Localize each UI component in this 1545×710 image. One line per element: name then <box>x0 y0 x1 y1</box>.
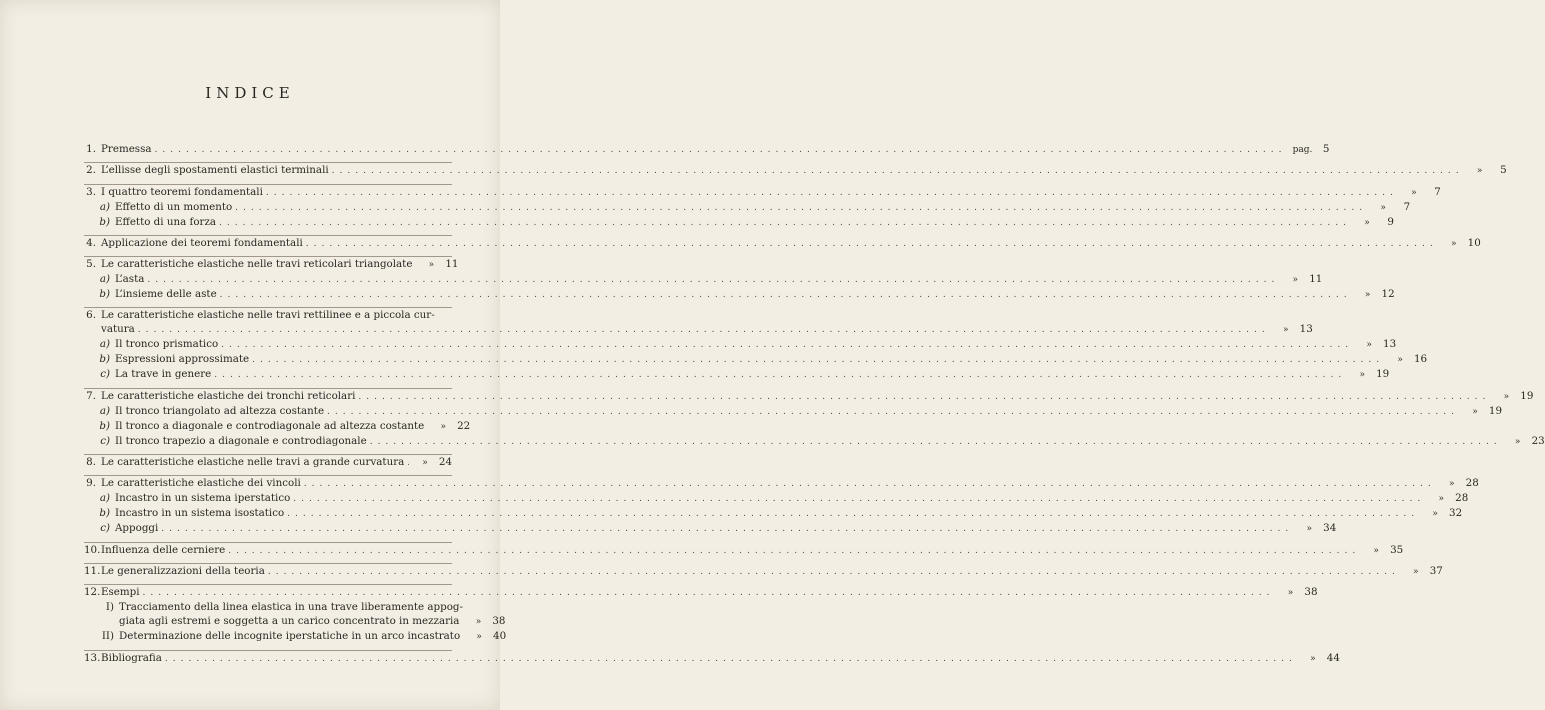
toc-entry-row[interactable] <box>84 257 459 272</box>
page-prefix: » <box>1503 391 1510 402</box>
subentry-title: Il tronco a diagonale e controdiagonale ad altezza costante <box>115 419 425 432</box>
page-number: 13 <box>1383 338 1397 351</box>
page-prefix: » <box>1373 545 1379 556</box>
page-title: INDICE <box>205 84 295 102</box>
entry-number: 4. <box>86 236 96 249</box>
toc-section <box>84 256 1395 302</box>
entry-title-text: Le caratteristiche elastiche dei vincoli <box>101 477 301 490</box>
page-number: 11 <box>445 258 459 271</box>
toc-section <box>84 584 1318 644</box>
toc-subentry-row[interactable] <box>84 434 1545 449</box>
page-number: 19 <box>1376 368 1390 381</box>
page-number: 5 <box>1500 164 1507 177</box>
subentry-roman: II) <box>101 630 114 643</box>
toc-section <box>84 542 1404 558</box>
toc-entry-row[interactable] <box>84 476 1479 491</box>
entry-title-text: Premessa <box>101 143 152 155</box>
entry-title-text: L’ellisse degli spostamenti elastici terminali <box>101 164 329 177</box>
subentry-letter: a) <box>99 273 110 286</box>
page-number: 5 <box>1322 143 1330 155</box>
leader-dots <box>165 652 1297 666</box>
page-prefix: » <box>1514 436 1521 447</box>
leader-dots <box>358 390 1490 404</box>
page-number: 7 <box>1403 200 1411 213</box>
page-prefix: » <box>1380 202 1386 213</box>
entry-title <box>101 585 140 599</box>
toc-subentry-row[interactable] <box>84 215 1394 230</box>
leader-dots <box>161 522 1293 536</box>
page-prefix: » <box>475 617 482 628</box>
entry-title <box>101 142 152 156</box>
page-prefix: » <box>428 260 435 271</box>
leader-dots <box>327 405 1459 419</box>
leader-dots <box>252 353 1384 367</box>
toc-entry-row[interactable] <box>84 585 1318 600</box>
entry-number: 1. <box>86 143 96 155</box>
toc-entry-row[interactable] <box>84 455 452 470</box>
subentry-title: L’insieme delle aste <box>115 288 217 301</box>
toc-section <box>84 235 1481 251</box>
leader-dots <box>306 237 1438 251</box>
leader-dots <box>143 586 1275 600</box>
leader-dots <box>268 565 1400 579</box>
entry-title <box>101 543 225 557</box>
subentry-letter: c) <box>100 368 110 381</box>
entry-number: 6. <box>86 309 96 322</box>
subentry-letter: c) <box>100 522 110 535</box>
page-prefix: » <box>1366 340 1372 351</box>
toc-section <box>84 307 1428 382</box>
page-prefix: » <box>1413 566 1419 577</box>
toc-section <box>84 388 1545 449</box>
toc-subentry-row[interactable] <box>84 352 1428 367</box>
page-prefix: » <box>1411 187 1417 198</box>
page-number: 35 <box>1390 543 1404 556</box>
subentry-title: Incastro in un sistema isostatico <box>115 507 285 520</box>
leader-dots <box>155 143 1287 157</box>
page-number: 38 <box>1304 586 1318 599</box>
leader-dots <box>138 323 1270 337</box>
entry-number: 5. <box>86 258 96 271</box>
page-number: 40 <box>493 630 507 643</box>
page-prefix: » <box>1450 238 1457 249</box>
page-prefix: » <box>1397 355 1403 366</box>
leader-dots <box>228 544 1360 558</box>
toc-subentry-row[interactable] <box>84 600 463 614</box>
entry-title-text: Le caratteristiche elastiche nelle travi a grande curvatura <box>101 456 405 469</box>
subentry-title: Il tronco triangolato ad altezza costante <box>115 404 325 417</box>
entry-title <box>101 185 263 199</box>
entry-title-text: I quattro teoremi fondamentali <box>101 185 263 198</box>
entry-title-cont: vatura <box>101 323 135 336</box>
subentry-title: Effetto di una forza <box>115 215 217 228</box>
entry-title-text: Bibliografia <box>101 651 162 664</box>
toc-entry-row[interactable] <box>84 308 452 322</box>
page-prefix: » <box>440 421 446 432</box>
subentry-title: L’asta <box>115 273 145 286</box>
entry-number: 7. <box>86 389 96 402</box>
page-number: 22 <box>457 419 471 432</box>
toc-entry-row[interactable] <box>84 543 1404 558</box>
page-prefix: pag. <box>1292 145 1313 155</box>
toc-entry-row[interactable] <box>84 236 1481 251</box>
page-prefix: » <box>1310 653 1316 664</box>
page-prefix: » <box>1449 479 1455 490</box>
page-number: 38 <box>492 615 506 628</box>
page-number: 12 <box>1381 288 1395 301</box>
table-of-contents <box>84 142 1545 671</box>
toc-subentry-row[interactable] <box>84 491 1469 506</box>
toc-subentry-row[interactable] <box>84 404 1503 419</box>
page-prefix: » <box>1438 494 1445 505</box>
entry-title <box>101 236 303 250</box>
toc-subentry-row[interactable] <box>84 337 1397 352</box>
entry-title-text: Le caratteristiche elastiche nelle travi rettilinee e a piccola cur- <box>101 309 435 322</box>
entry-title-text: Le caratteristiche elastiche dei tronchi reticolari <box>101 389 356 402</box>
leader-dots <box>235 201 1367 215</box>
toc-entry-row[interactable] <box>84 185 1441 200</box>
subentry-title-cont: giata agli estremi e soggetta a un carico concentrato in mezzaria <box>119 615 460 628</box>
page-prefix: » <box>1364 290 1371 301</box>
page-prefix: » <box>422 458 428 469</box>
toc-subentry-row[interactable] <box>84 200 1411 215</box>
page-prefix: » <box>1283 325 1289 336</box>
page-number: 19 <box>1520 389 1534 402</box>
toc-section <box>84 650 1340 666</box>
subentry-title: Determinazione delle incognite iperstatiche in un arco incastrato <box>119 630 461 643</box>
entry-title <box>101 163 329 177</box>
entry-title <box>101 564 265 578</box>
entry-title <box>101 257 412 271</box>
entry-number: 13. <box>84 651 101 664</box>
toc-subentry-row[interactable] <box>84 272 1323 287</box>
subentry-title: Tracciamento della linea elastica in una trave liberamente appog- <box>119 601 463 614</box>
entry-title-text: Applicazione dei teoremi fondamentali <box>101 236 303 249</box>
page-prefix: » <box>1476 166 1483 177</box>
entry-title <box>101 476 301 490</box>
page-number: 10 <box>1467 236 1481 249</box>
subentry-title: Appoggi <box>115 522 159 535</box>
page-number: 28 <box>1465 477 1479 490</box>
leader-dots <box>407 456 409 470</box>
leader-dots <box>293 492 1425 506</box>
page-number: 19 <box>1488 404 1503 417</box>
toc-entry-continuation[interactable] <box>84 322 1313 337</box>
page-prefix: » <box>1306 524 1313 535</box>
page-prefix: » <box>476 632 482 643</box>
leader-dots <box>370 435 1502 449</box>
leader-dots <box>219 216 1351 230</box>
toc-section <box>84 475 1479 536</box>
subentry-title: Effetto di un momento <box>115 200 233 213</box>
toc-entry-row[interactable] <box>84 564 1443 579</box>
leader-dots <box>147 273 1279 287</box>
toc-section <box>84 454 452 470</box>
toc-entry-row[interactable] <box>84 389 1534 404</box>
subentry-letter: a) <box>99 200 110 213</box>
subentry-letter: b) <box>99 419 110 432</box>
page-number: 9 <box>1387 215 1394 228</box>
page-number: 11 <box>1309 273 1323 286</box>
page-prefix: » <box>1287 588 1294 599</box>
toc-section <box>84 563 1443 579</box>
subentry-letter: a) <box>99 338 110 351</box>
toc-entry-row[interactable] <box>84 163 1507 178</box>
subentry-title: Il tronco trapezio a diagonale e controdiagonale <box>115 434 367 447</box>
toc-section <box>84 142 1330 157</box>
page-number: 23 <box>1531 434 1545 447</box>
toc-subentry-row[interactable] <box>84 521 1337 536</box>
page-number: 24 <box>438 456 452 469</box>
leader-dots <box>220 288 1352 302</box>
entry-number: 2. <box>86 164 96 177</box>
toc-subentry-row[interactable] <box>84 506 1463 521</box>
leader-dots <box>221 338 1353 352</box>
entry-title <box>101 308 435 322</box>
page-prefix: » <box>1472 406 1478 417</box>
page-number: 28 <box>1455 492 1469 505</box>
entry-title-text: Influenza delle cerniere <box>101 543 226 556</box>
entry-number: 3. <box>86 185 96 198</box>
entry-title-text: Le generalizzazioni della teoria <box>101 564 265 577</box>
page-prefix: » <box>1364 217 1370 228</box>
subentry-title: Incastro in un sistema iperstatico <box>115 492 291 505</box>
leader-dots <box>266 186 1398 200</box>
leader-dots <box>214 368 1346 382</box>
subentry-letter: a) <box>99 492 110 505</box>
page-number: 16 <box>1413 353 1428 366</box>
page-number: 34 <box>1323 522 1337 535</box>
subentry-title: La trave in genere <box>115 368 212 381</box>
page-prefix: » <box>1292 275 1299 286</box>
toc-subentry-row[interactable] <box>84 287 1395 302</box>
toc-entry-row[interactable] <box>84 142 1330 157</box>
entry-number: 8. <box>86 456 96 469</box>
toc-section <box>84 162 1507 178</box>
entry-number: 12. <box>84 586 101 599</box>
leader-dots <box>304 477 1436 491</box>
subentry-letter: b) <box>99 215 110 228</box>
toc-subentry-continuation[interactable] <box>84 614 506 629</box>
subentry-letter: b) <box>99 353 110 366</box>
entry-title <box>101 389 355 403</box>
toc-section <box>84 184 1441 230</box>
toc-subentry-row[interactable] <box>84 419 471 434</box>
page-prefix: » <box>1432 509 1438 520</box>
entry-title <box>101 455 404 469</box>
toc-subentry-row[interactable] <box>84 367 1390 382</box>
leader-dots <box>287 507 1419 521</box>
page-number: 7 <box>1434 185 1441 198</box>
subentry-roman: I) <box>105 601 114 614</box>
subentry-letter: b) <box>99 288 110 301</box>
page-prefix: » <box>1359 370 1365 381</box>
page-number: 37 <box>1429 564 1443 577</box>
toc-entry-row[interactable] <box>84 651 1340 666</box>
page-number: 32 <box>1449 507 1463 520</box>
entry-number: 11. <box>84 564 101 577</box>
page-number: 44 <box>1326 651 1340 664</box>
entry-number: 10. <box>84 543 101 556</box>
entry-title-text: Esempi <box>101 586 140 599</box>
toc-subentry-row[interactable] <box>84 629 507 644</box>
subentry-title: Espressioni approssimate <box>115 353 250 366</box>
subentry-letter: b) <box>99 507 110 520</box>
subentry-letter: a) <box>99 404 110 417</box>
page-number: 13 <box>1299 323 1313 336</box>
subentry-letter: c) <box>100 434 110 447</box>
entry-number: 9. <box>86 477 96 490</box>
entry-title <box>101 651 162 665</box>
leader-dots <box>332 164 1464 178</box>
subentry-title: Il tronco prismatico <box>115 338 219 351</box>
entry-title-text: Le caratteristiche elastiche nelle travi reticolari triangolate <box>101 258 413 271</box>
